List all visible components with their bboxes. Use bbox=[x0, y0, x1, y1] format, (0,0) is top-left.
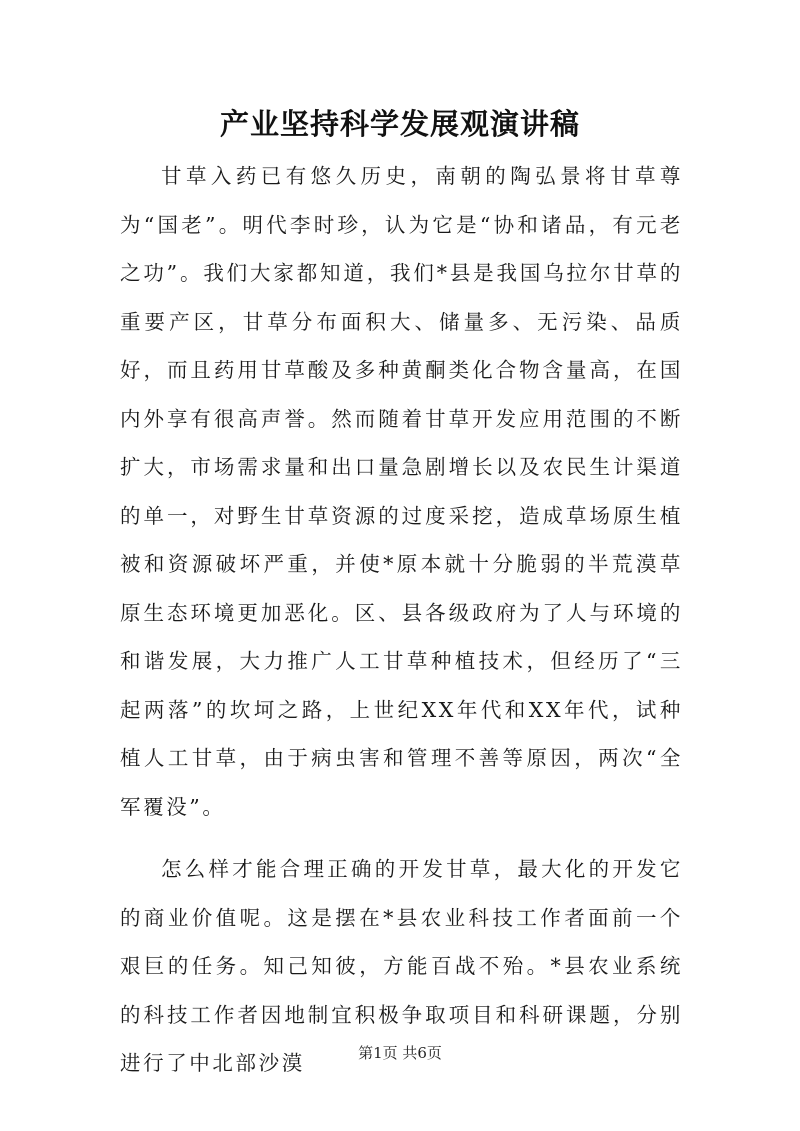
paragraph-2: 怎么样才能合理正确的开发甘草，最大化的开发它的商业价值呢。这是摆在*县农业科技工作者面前一个艰巨的任务。知己知彼，方能百战不殆。*县农业系统的科技工作者因地制宜积极争取项目和科研课题，分别进行了中北部沙漠 bbox=[120, 857, 683, 1075]
document-title: 产业坚持科学发展观演讲稿 bbox=[219, 107, 580, 141]
page-number-footer: 第1页 共6页 bbox=[358, 1044, 442, 1062]
document-body bbox=[120, 152, 683, 1088]
paragraph-1: 甘草入药已有悠久历史，南朝的陶弘景将甘草尊为“国老”。明代李时珍，认为它是“协和诸品，有元老之功”。我们大家都知道，我们*县是我国乌拉尔甘草的重要产区，甘草分布面积大、储量多、无污染、品质好，而且药用甘草酸及多种黄酮类化合物含量高，在国内外享有很高声誉。然而随着甘草开发应用范围的不断扩大，市场需求量和出口量急剧增长以及农民生计渠道的单一，对野生甘草资源的过度采挖，造成草场原生植被和资源破坏严重，并使*原本就十分脆弱的半荒漠草原生态环境更加恶化。区、县各级政府为了人与环境的和谐发展，大力推广人工甘草种植技术，但经历了“三起两落”的坎坷之路，上世纪XX年代和XX年代，试种植人工甘草，由于病虫害和管理不善等原因，两次“全军覆没”。 bbox=[120, 164, 683, 819]
